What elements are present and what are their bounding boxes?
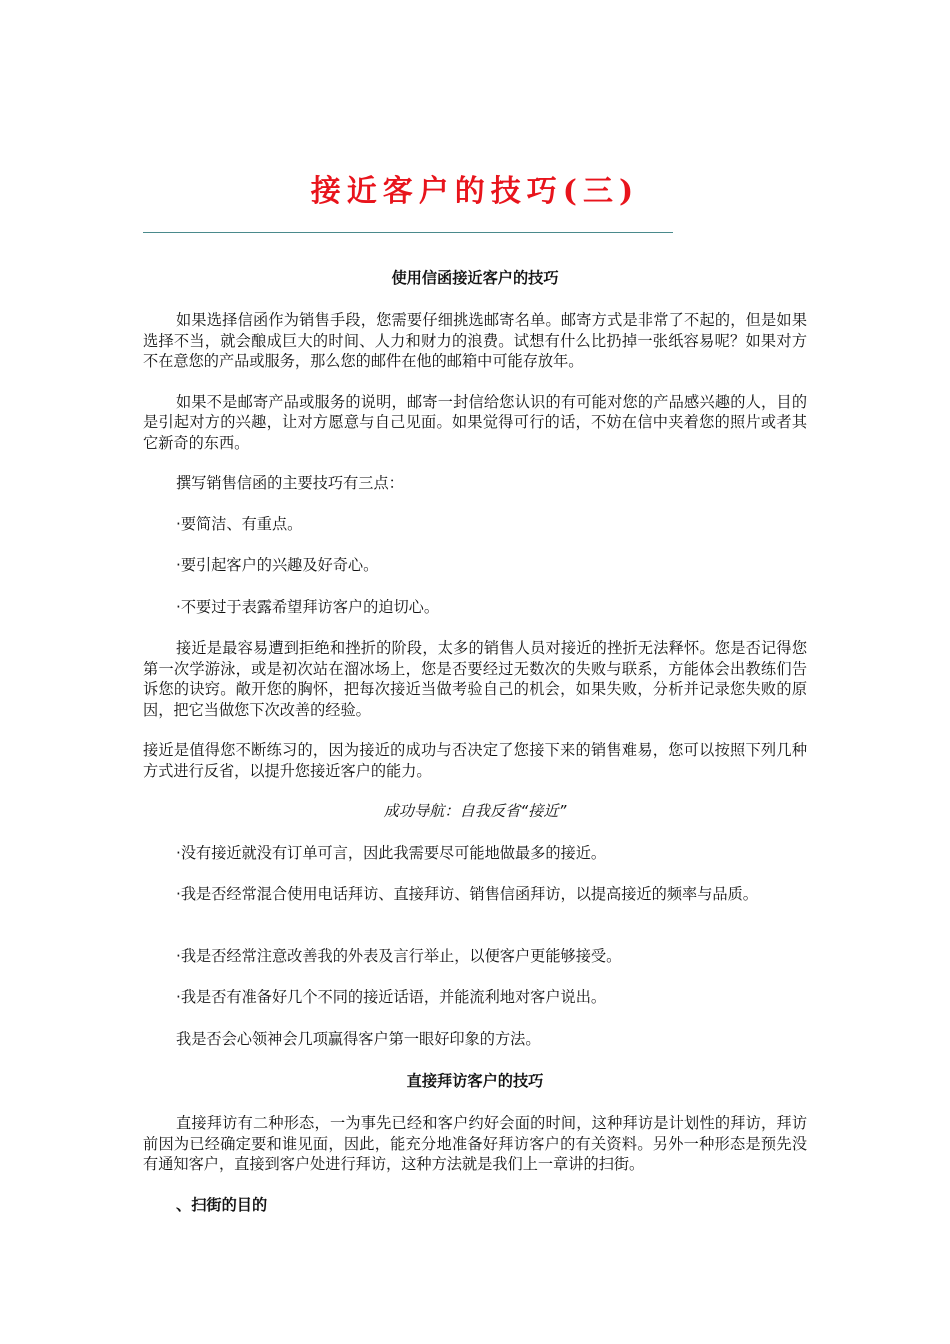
section-heading-direct-visit: 直接拜访客户的技巧: [406, 1072, 544, 1090]
reflection-item: ·没有接近就没有订单可言，因此我需要尽可能地做最多的接近。: [176, 843, 607, 862]
tip-item: ·要简洁、有重点。: [176, 514, 303, 533]
section-heading-letters: 使用信函接近客户的技巧: [391, 269, 559, 287]
tip-item: ·要引起客户的兴趣及好奇心。: [176, 556, 379, 574]
paragraph-tips-intro: 撰写销售信函的主要技巧有三点：: [176, 474, 404, 492]
paragraph-mailing-list: 如果选择信函作为销售手段，您需要仔细挑选邮寄名单。邮寄方式是非常了不起的，但是如果选择不当，就会酿成巨大的时间、人力和财力的浪费。试想有什么比扔掉一张纸容易呢？如果对方不在意您的产品或服务，那么您的邮件在他的邮箱中可能存放年。: [143, 311, 807, 370]
reflection-item: ·我是否有准备好几个不同的接近话语，并能流利地对客户说出。: [176, 988, 607, 1006]
document-body: [143, 266, 807, 1215]
success-navigation-title: 成功导航：自我反省“接近”: [383, 802, 567, 820]
paragraph-first-impression: 我是否会心领神会几项赢得客户第一眼好印象的方法。: [176, 1029, 541, 1048]
reflection-item: ·我是否经常注意改善我的外表及言行举止，以便客户更能够接受。: [176, 946, 622, 965]
document-title: 接近客户的技巧(三): [310, 174, 640, 209]
title-divider: [143, 232, 673, 233]
paragraph-practice: 接近是值得您不断练习的，因为接近的成功与否决定了您接下来的销售难易，您可以按照下列几种方式进行反省，以提升您接近客户的能力。: [143, 741, 807, 780]
paragraph-direct-visit: 直接拜访有二种形态，一为事先已经和客户约好会面的时间，这种拜访是计划性的拜访，拜访前因为已经确定要和谁见面，因此，能充分地准备好拜访客户的有关资料。另外一种形态是预先没有通知客户，直接到客户处进行拜访，这种方法就是我们上一章讲的扫街。: [143, 1114, 807, 1173]
tip-item: ·不要过于表露希望拜访客户的迫切心。: [176, 597, 440, 616]
reflection-item: ·我是否经常混合使用电话拜访、直接拜访、销售信函拜访，以提高接近的频率与品质。: [176, 885, 758, 903]
sub-heading-street-sweep: 、扫街的目的: [176, 1195, 268, 1214]
paragraph-letter-purpose: 如果不是邮寄产品或服务的说明，邮寄一封信给您认识的有可能对您的产品感兴趣的人，目的是引起对方的兴趣，让对方愿意与自己见面。如果觉得可行的话，不妨在信中夹着您的照片或者其它新奇的东西。: [143, 392, 807, 452]
paragraph-rejection: 接近是最容易遭到拒绝和挫折的阶段，太多的销售人员对接近的挫折无法释怀。您是否记得您第一次学游泳，或是初次站在溜冰场上，您是否要经过无数次的失败与联系，方能体会出教练们告诉您的诀窍。敞开您的胸怀，把每次接近当做考验自己的机会，如果失败，分析并记录您失败的原因，把它当做您下次改善的经验。: [143, 639, 807, 719]
